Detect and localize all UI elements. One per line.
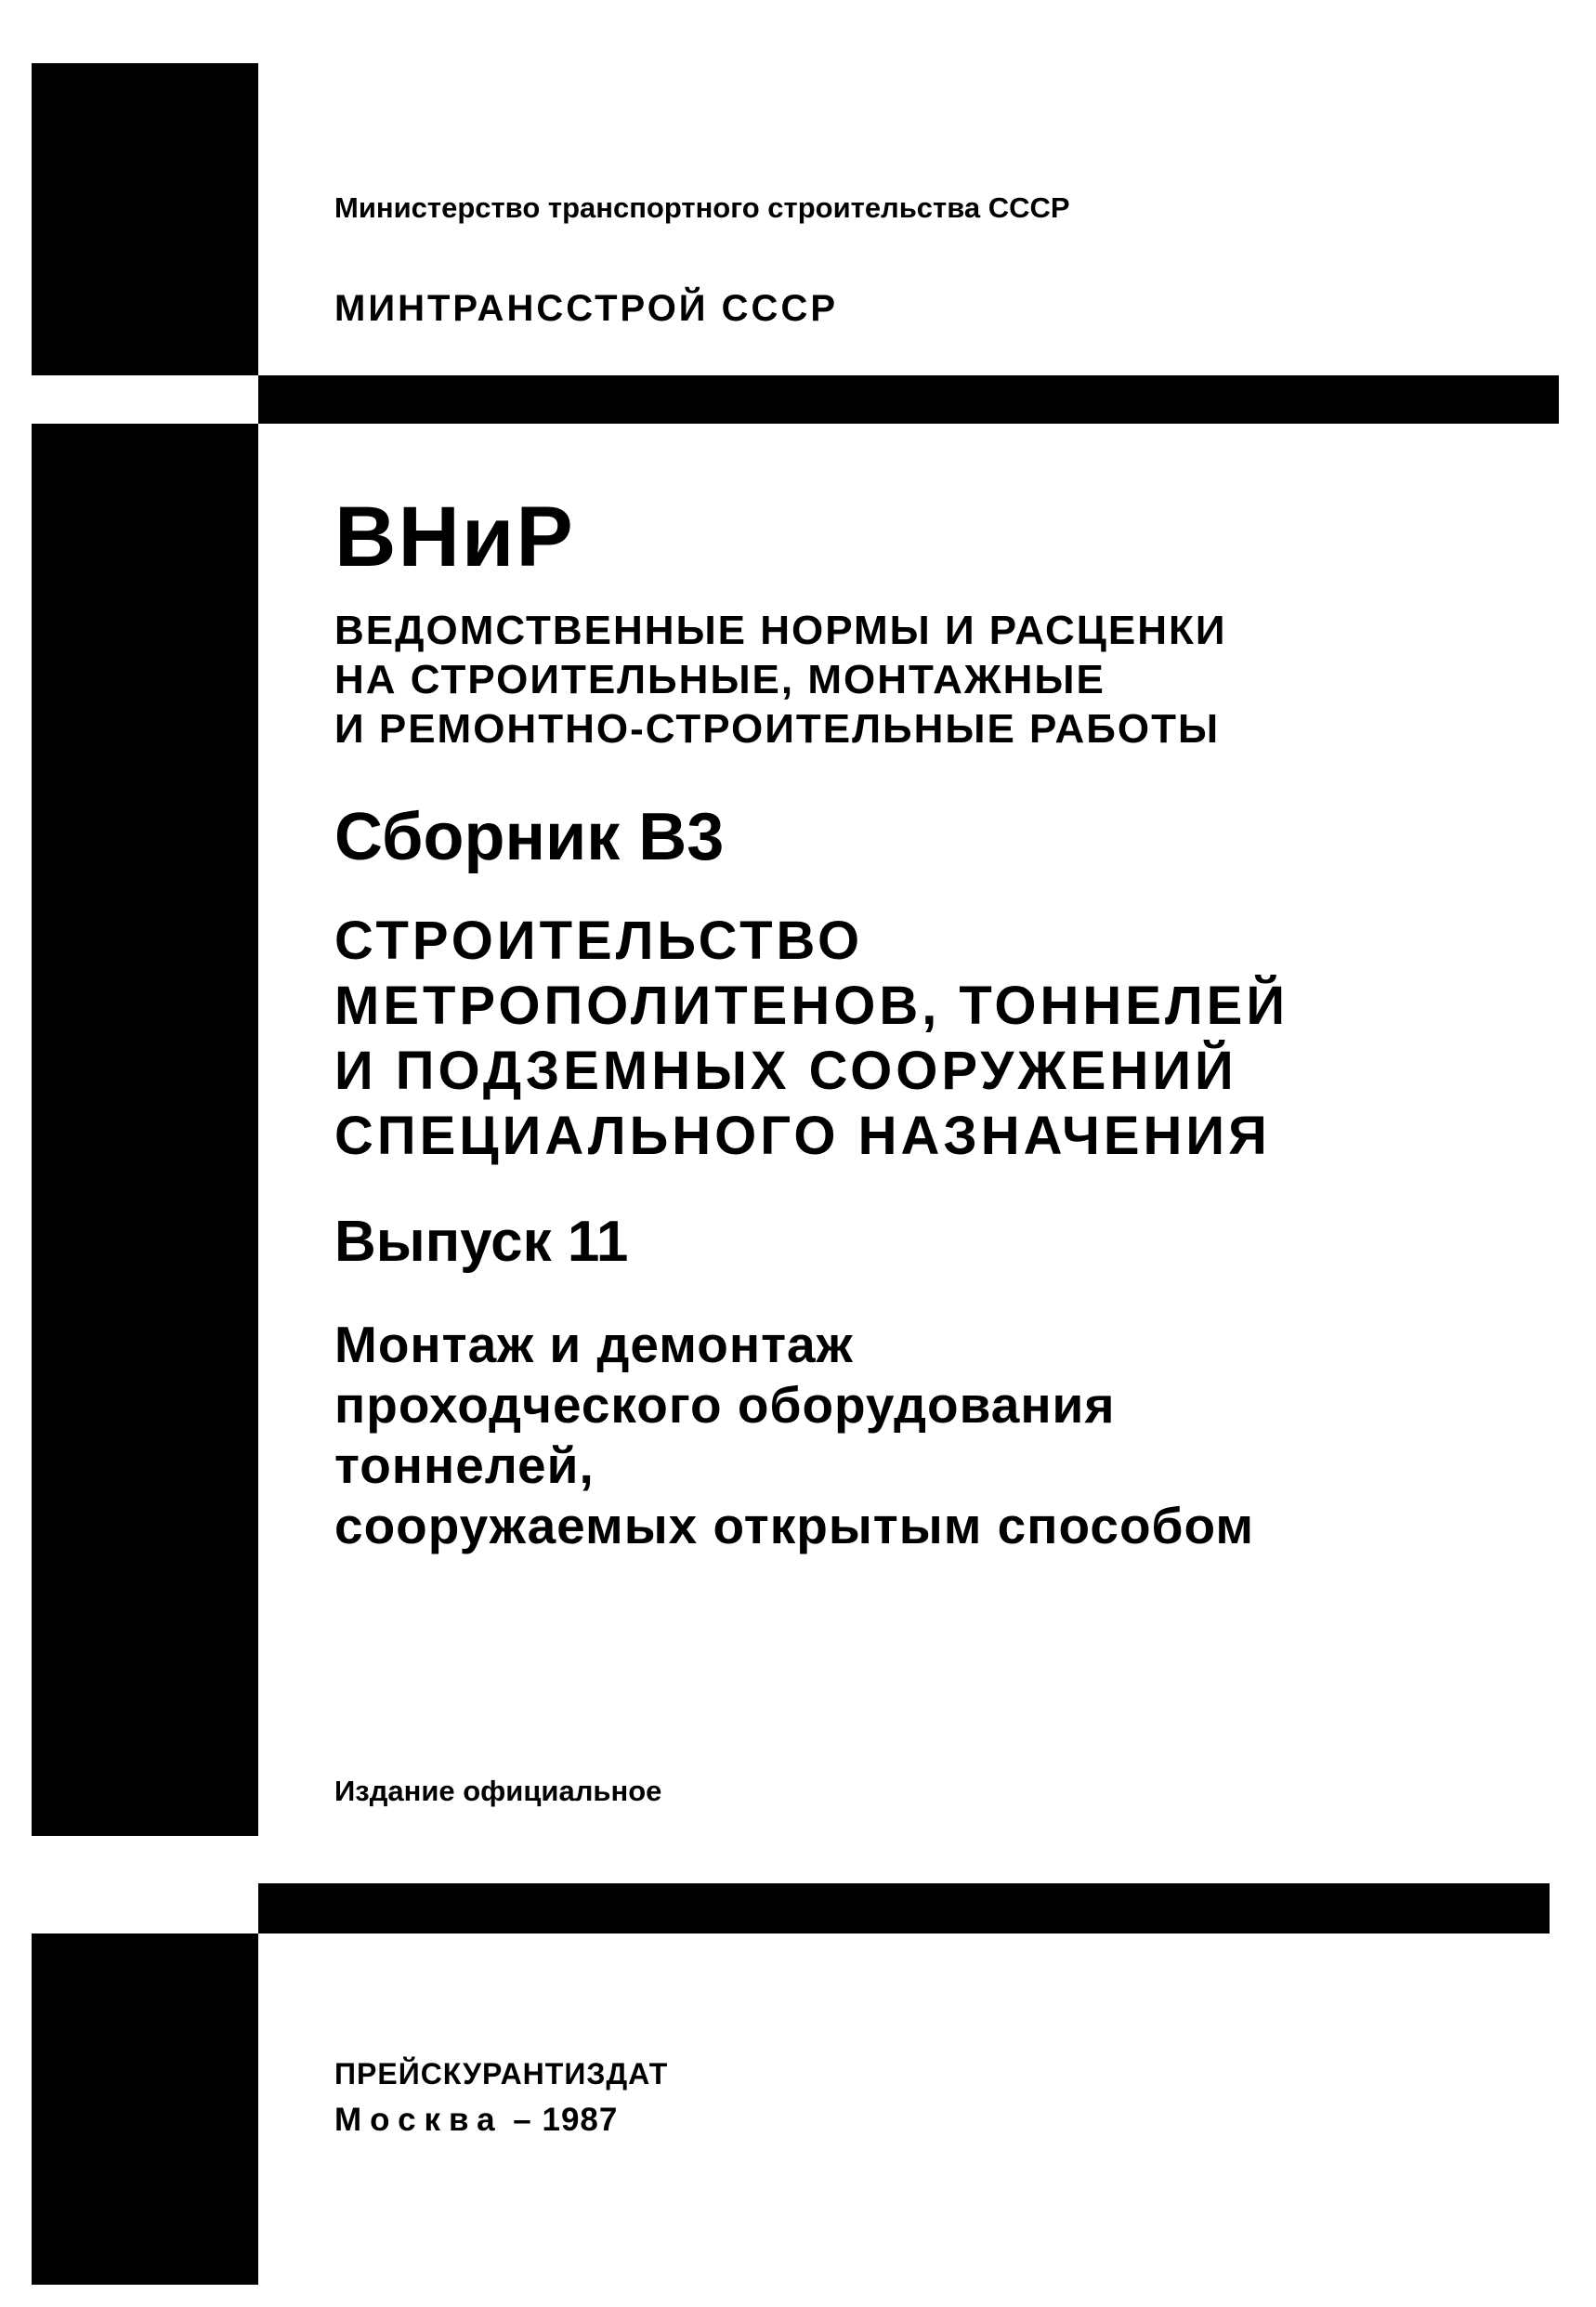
collection-title bbox=[334, 909, 1289, 1169]
left-bar-top bbox=[32, 63, 258, 375]
left-bar-middle bbox=[32, 424, 258, 1836]
horizontal-band-top bbox=[258, 375, 1559, 424]
issue-label: Выпуск 11 bbox=[334, 1210, 629, 1274]
collection-title-line: И ПОДЗЕМНЫХ СООРУЖЕНИЙ bbox=[334, 1041, 1237, 1101]
publisher-name: ПРЕЙСКУРАНТИЗДАТ bbox=[334, 2057, 669, 2091]
issue-title-line: проходческого оборудования bbox=[334, 1376, 1116, 1434]
full-name-line: ВЕДОМСТВЕННЫЕ НОРМЫ И РАСЦЕНКИ bbox=[334, 608, 1227, 653]
city-year bbox=[334, 2102, 618, 2139]
issue-title-line: тоннелей, bbox=[334, 1436, 595, 1494]
collection-label: Сборник В3 bbox=[334, 800, 725, 874]
collection-title-line: СТРОИТЕЛЬСТВО bbox=[334, 911, 864, 971]
issue-title-line: сооружаемых открытым способом bbox=[334, 1497, 1255, 1554]
full-name-line: НА СТРОИТЕЛЬНЫЕ, МОНТАЖНЫЕ bbox=[334, 657, 1105, 702]
document-abbreviation: ВНиР bbox=[334, 490, 575, 584]
edition-note: Издание официальное bbox=[334, 1775, 662, 1807]
issue-title bbox=[334, 1315, 1254, 1556]
document-full-name bbox=[334, 606, 1226, 754]
full-name-line: И РЕМОНТНО-СТРОИТЕЛЬНЫЕ РАБОТЫ bbox=[334, 706, 1221, 752]
collection-title-line: СПЕЦИАЛЬНОГО НАЗНАЧЕНИЯ bbox=[334, 1106, 1271, 1166]
collection-title-line: МЕТРОПОЛИТЕНОВ, ТОННЕЛЕЙ bbox=[334, 976, 1289, 1036]
ministry-short-name: МИНТРАНССТРОЙ СССР bbox=[334, 288, 839, 329]
issue-title-line: Монтаж и демонтаж bbox=[334, 1316, 854, 1373]
year-separator: – bbox=[503, 2102, 543, 2138]
left-bar-bottom bbox=[32, 1933, 258, 2285]
horizontal-band-bottom bbox=[258, 1883, 1550, 1933]
city: Москва bbox=[334, 2102, 504, 2138]
ministry-full-name: Министерство транспортного строительства СССР bbox=[334, 191, 1070, 224]
year: 1987 bbox=[542, 2102, 619, 2138]
